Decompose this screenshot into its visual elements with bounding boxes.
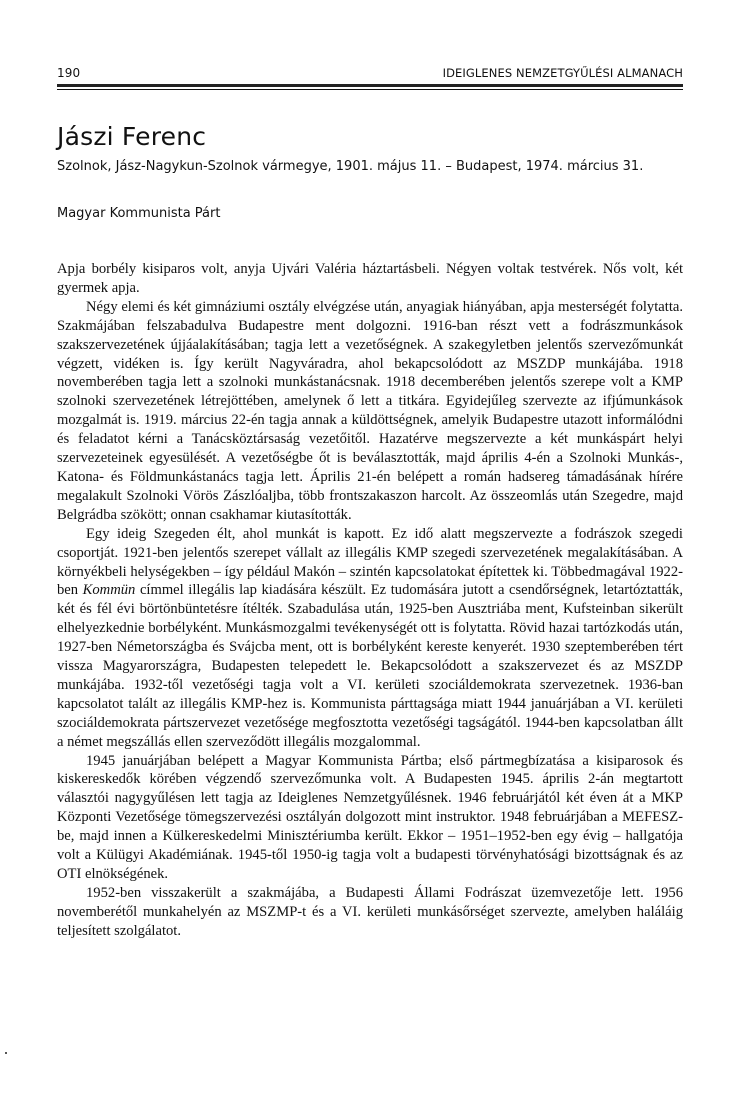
page-number: 190 bbox=[57, 66, 81, 80]
scan-speck bbox=[5, 1052, 7, 1054]
header-rule-thick bbox=[57, 84, 683, 87]
paragraph: Négy elemi és két gimnáziumi osztály elvégzése után, anyagiak hiányában, apja mesterségét folytatta. Szakmájában felszabadulva Budapestre ment dolgozni. 1916-ban részt vett a fodrászmunkások szakszervezetének újjáalakításában; tagja lett a vezetőségnek. A szakegyletben jelentős szervezőmunkát végzett, vidéken is. Így került Nagyváradra, ahol bekapcsolódott az MSZDP munkájába. 1918 novemberében tagja lett a szolnoki munkástanácsnak. 1918 decemberében jelentős szerepe volt a KMP szolnoki szervezetének létrejöttében, amelynek ő lett a titkára. Egyidejűleg szervezte az ifjúmunkások mozgalmát is. 1919. március 22-én tagja annak a küldöttségnek, amelyik Budapestre utazott informálódni és feladatot kérni a Tanácsköztársaság vezetőitől. Hazatérve megszervezte a két munkáspárt helyi szervezeteinek egyesülését. A vezetőségbe őt is beválasztották, majd április 4-én a Szolnoki Munkás-, Katona- és Földmunkástanács tagja lett. Április 21-én belépett a román hadsereg támadásának hírére megalakult Szolnoki Vörös Zászlóaljba, több frontszakaszon harcolt. Az összeomlás után Szegedre, majd Belgrádba szökött; onnan csakhamar kiutasították. bbox=[57, 298, 683, 523]
paragraph: 1945 januárjában belépett a Magyar Kommunista Pártba; első pártmegbízatása a kisiparosok és kiskereskedők körében végzendő szervezőmunka volt. A Budapesten 1945. április 2-án megtartott választói nagygyűlésen lett tagja az Ideiglenes Nemzetgyűlésnek. 1946 februárjától két éven át a MKP Központi Vezetősége tömegszervezési osztályán dolgozott mint instruktor. 1948 februárjában a MEFESZ-be, majd innen a Külkereskedelmi Minisztériumba került. Ekkor – 1951–1952-ben egy évig – hallgatója volt a Külügyi Akadémiának. 1945-től 1950-ig tagja volt a budapesti törvényhatósági bizottságnak és az OTI elnökségének. bbox=[57, 752, 683, 882]
biography-body bbox=[57, 260, 683, 941]
paragraph-text: Egy ideig Szegeden élt, ahol munkát is kapott. Ez idő alatt megszervezte a fodrászok szegedi csoportját. 1921-ben jelentős szerepet vállalt az illegális KMP szegedi szervezetének megalakításában. A környékbeli helységekben – így például Makón – szintén kapcsolatokat építettek ki. Többedmagával 1922-ben bbox=[57, 525, 683, 599]
paragraph: Apja borbély kisiparos volt, anyja Ujvári Valéria háztartásbeli. Négyen voltak testvérek. Nős volt, két gyermek apja. bbox=[57, 261, 683, 296]
paragraph bbox=[57, 525, 683, 752]
running-head bbox=[57, 66, 683, 82]
paragraph: 1952-ben visszakerült a szakmájába, a Budapesti Állami Fodrászat üzemvezetője lett. 1956 novemberétől munkahelyén az MSZMP-t és a VI. kerületi munkásőrséget szervezte, amelyben haláláig teljesített szolgálatot. bbox=[57, 884, 683, 939]
paragraph-text: címmel illegális lap kiadására készült. Ez tudomására jutott a csendőrségnek, letartóztatták, két és fél évi börtönbüntetésre ítélték. Szabadulása után, 1925-ben Ausztriába ment, Kufsteinban sikerült elhelyezkednie borbélyként. Munkásmozgalmi tevékenységét ott is folytatta. Rövid hazai tartózkodás után, 1927-ben Németországba és Svájcba ment, ott is borbélyként kereste kenyerét. 1930 szeptemberében tért vissza Magyarországra, Budapesten telepedett le. Bekapcsolódott a szakszervezet és az MSZDP munkájába. 1932-től vezetőségi tagja volt a VI. kerületi szociáldemokrata szervezetnek. 1936-ban kapcsolatot talált az illegális KMP-hez is. Kommunista párttagsága miatt 1944 januárjában a VI. kerületi szociáldemokrata pártszervezet vezetősége megfosztotta vezetőségi tagságától. 1944-ben kapcsolatban állt a német megszállás ellen szerveződött illegális mozgalommal. bbox=[57, 582, 683, 750]
newspaper-title: Kommün bbox=[82, 582, 136, 599]
running-title: IDEIGLENES NEMZETGYŰLÉSI ALMANACH bbox=[442, 66, 683, 80]
entry-party: Magyar Kommunista Párt bbox=[57, 206, 221, 221]
entry-birth-death: Szolnok, Jász-Nagykun-Szolnok vármegye, 1901. május 11. – Budapest, 1974. március 31. bbox=[57, 159, 644, 174]
entry-name: Jászi Ferenc bbox=[57, 122, 207, 151]
header-rule-thin bbox=[57, 89, 683, 90]
